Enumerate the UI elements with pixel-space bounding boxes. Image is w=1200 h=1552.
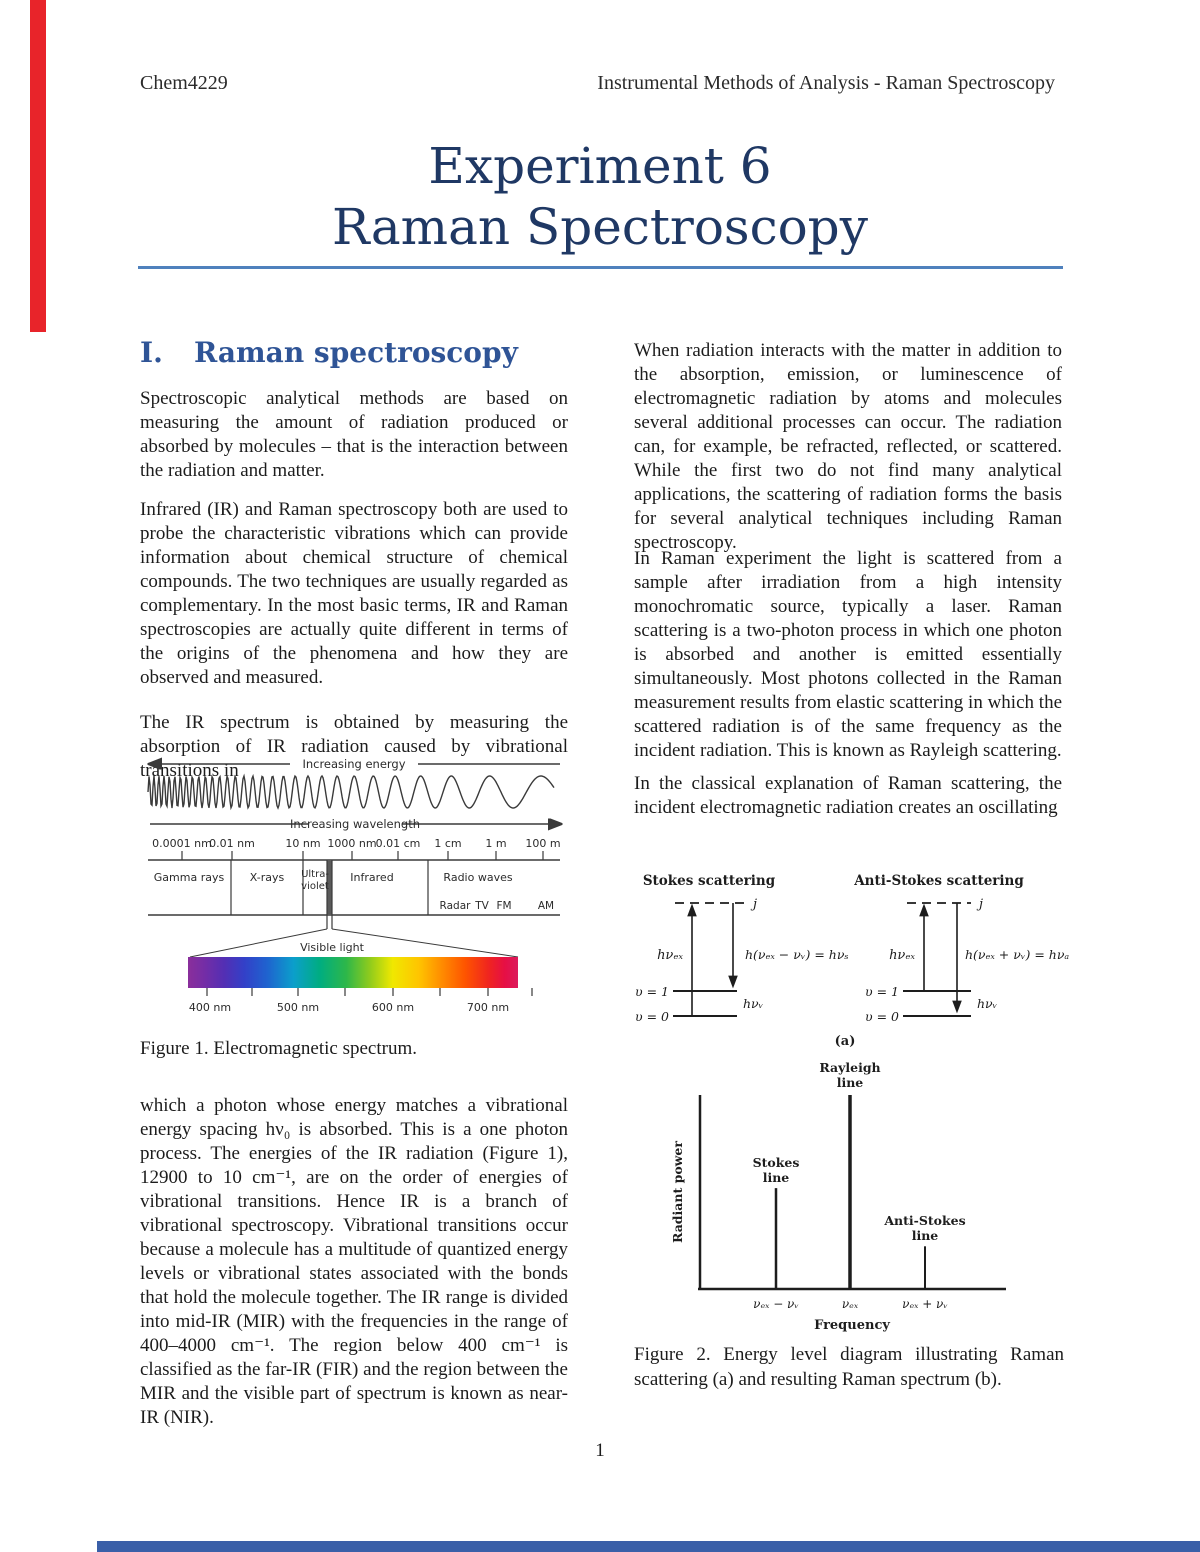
scale-tick-7: 100 m <box>525 837 561 850</box>
visible-light-label: Visible light <box>300 941 364 954</box>
right-paragraph-2: In Raman experiment the light is scattered from a sample after irradiation from a high intensity monochromatic source, typically a laser. Raman scattering is a two-photon process in which one photon is absorbed and another is emitted essentially simultaneously. Most photons collected in the Raman measurement results from elastic scattering in which the scattered radiation is of the same frequency as the incident radiation. This is known as Rayleigh scattering. <box>634 548 1062 761</box>
figure2-caption: Figure 2. Energy level diagram illustrating Raman scattering (a) and resulting Raman spectrum (b). <box>634 1344 1064 1390</box>
bottom-blue-bar <box>97 1541 1200 1552</box>
band-xrays: X-rays <box>249 871 285 884</box>
left-paragraph-4: which a photon whose energy matches a vibrational energy spacing hν₀ is absorbed. This is a one photon process. The energies of the IR radiation (Figure 1), 12900 to 10 cm⁻¹, are on the order of energies of vibrational transitions. Hence IR is a branch of vibrational spectroscopy. Vibrational transitions occur because a molecule has a multitude of quantized energy levels or vibrational states associated with the bonds that hold the molecule together. The IR range is divided into mid-IR (MIR) with the frequencies in the range of 400–4000 cm⁻¹. The region below 400 cm⁻¹ is classified as the far-IR (FIR) and the region between the MIR and the visible part of spectrum is known as near-IR (NIR). <box>140 1095 568 1428</box>
page-number: 1 <box>595 1440 605 1461</box>
nm-tick-marks <box>207 988 532 996</box>
band-ultraviolet-line2: violet <box>301 881 329 892</box>
rayleigh-line-label-2: line <box>836 1075 864 1090</box>
antistokes-v1-label: υ = 1 <box>865 984 899 999</box>
stokes-title: Stokes scattering <box>642 873 776 889</box>
section-heading <box>140 336 570 369</box>
antistokes-excitation-label: hνₑₓ <box>889 948 915 963</box>
left-paragraph-2: Infrared (IR) and Raman spectroscopy both are used to probe the characteristic vibrations which can provide information about chemical structure of chemical compounds. The two techniques are usually regarded as complementary. In the most basic terms, IR and Raman spectroscopies are actually quite different in terms of the origins of the phenomena and how they are observed and measured. <box>140 499 568 688</box>
radio-sublabel-radar: Radar <box>439 900 471 912</box>
header-course-code: Chem4229 <box>140 72 228 94</box>
band-ultraviolet-line1: Ultra- <box>301 869 329 880</box>
increasing-energy-label: Increasing energy <box>302 757 406 771</box>
antistokes-title: Anti-Stokes scattering <box>854 873 1024 889</box>
section-numeral: I. <box>140 336 163 369</box>
nm-label-600: 600 nm <box>371 1001 415 1014</box>
stokes-emission-label: h(νₑₓ − νᵥ) = hνₛ <box>745 947 849 962</box>
increasing-wavelength-label: Increasing wavelength <box>289 817 421 831</box>
band-infrared: Infrared <box>350 871 394 884</box>
figure1-caption: Figure 1. Electromagnetic spectrum. <box>140 1038 417 1059</box>
antistokes-vibration-label: hνᵥ <box>977 996 998 1011</box>
stokes-excitation-label: hνₑₓ <box>657 948 683 963</box>
document-title-line2: Raman Spectroscopy <box>332 198 868 256</box>
stokes-line-label-2: line <box>762 1170 790 1185</box>
band-radio-waves: Radio waves <box>443 871 513 884</box>
chirp-wave <box>148 776 554 808</box>
section-title: Raman spectroscopy <box>194 336 518 369</box>
x-tick-antistokes: νₑₓ + νᵥ <box>902 1297 948 1311</box>
radio-sublabel-tv: TV <box>475 900 489 912</box>
figure1-electromagnetic-spectrum <box>140 750 568 1032</box>
antistokes-v0-label: υ = 0 <box>865 1009 899 1024</box>
panel-a-label: (a) <box>834 1034 856 1049</box>
antistokes-j-label: j <box>979 897 984 912</box>
figure2-panel-a-energy-diagrams <box>627 860 1077 1055</box>
document-title <box>0 136 1200 258</box>
radio-sublabel-am: AM <box>537 900 555 912</box>
stokes-vibration-label: hνᵥ <box>743 996 764 1011</box>
right-paragraph-1: When radiation interacts with the matter in addition to the absorption, emission, or luminescence of electromagnetic radiation by atoms and molecules several additional processes can occur. The radiation can, for example, be refracted, reflected, or scattered. While the first two do not find many analytical applications, the scattering of radiation forms the basis for several analytical techniques including Raman spectroscopy. <box>634 340 1062 553</box>
scale-tick-5: 1 cm <box>434 837 462 850</box>
y-axis-label: Radiant power <box>670 1141 685 1243</box>
figure2-panel-b-raman-spectrum <box>630 1058 1066 1338</box>
scale-tick-0: 0.0001 nm <box>152 837 212 850</box>
nm-label-400: 400 nm <box>188 1001 232 1014</box>
radio-sublabel-fm: FM <box>496 900 512 912</box>
header-course-title: Instrumental Methods of Analysis - Raman Spectroscopy <box>597 72 1055 94</box>
left-paragraph-3: The IR spectrum is obtained by measuring the absorption of IR radiation caused by vibrational transitions in <box>140 712 568 781</box>
band-gamma-rays: Gamma rays <box>153 871 225 884</box>
rayleigh-line-label-1: Rayleigh <box>819 1060 881 1075</box>
visible-spectrum-gradient-bar <box>188 957 518 988</box>
x-tick-rayleigh: νₑₓ <box>841 1297 859 1311</box>
scale-tick-4: 0.01 cm <box>375 837 421 850</box>
title-divider-rule <box>138 266 1063 269</box>
stokes-line-label-1: Stokes <box>752 1155 800 1170</box>
x-tick-stokes: νₑₓ − νᵥ <box>753 1297 799 1311</box>
right-paragraph-3: In the classical explanation of Raman scattering, the incident electromagnetic radiation creates an oscillating <box>634 773 1062 818</box>
antistokes-line-label-1: Anti-Stokes <box>884 1213 966 1228</box>
document-title-line1: Experiment 6 <box>428 137 772 195</box>
nm-label-500: 500 nm <box>276 1001 320 1014</box>
antistokes-line-label-2: line <box>911 1228 939 1243</box>
stokes-j-label: j <box>753 897 758 912</box>
antistokes-emission-label: h(νₑₓ + νᵥ) = hνₐ <box>965 947 1070 962</box>
nm-label-700: 700 nm <box>466 1001 510 1014</box>
left-paragraph-1: Spectroscopic analytical methods are based on measuring the amount of radiation produced or absorbed by molecules – that is the interaction between the radiation and matter. <box>140 388 568 481</box>
scale-tick-6: 1 m <box>485 837 507 850</box>
stokes-v1-label: υ = 1 <box>635 984 669 999</box>
scale-tick-1: 0.01 nm <box>209 837 255 850</box>
scale-tick-3: 1000 nm <box>327 837 377 850</box>
x-axis-label: Frequency <box>814 1318 890 1333</box>
scale-tick-marks <box>182 851 543 860</box>
stokes-v0-label: υ = 0 <box>635 1009 669 1024</box>
scale-tick-2: 10 nm <box>285 837 321 850</box>
